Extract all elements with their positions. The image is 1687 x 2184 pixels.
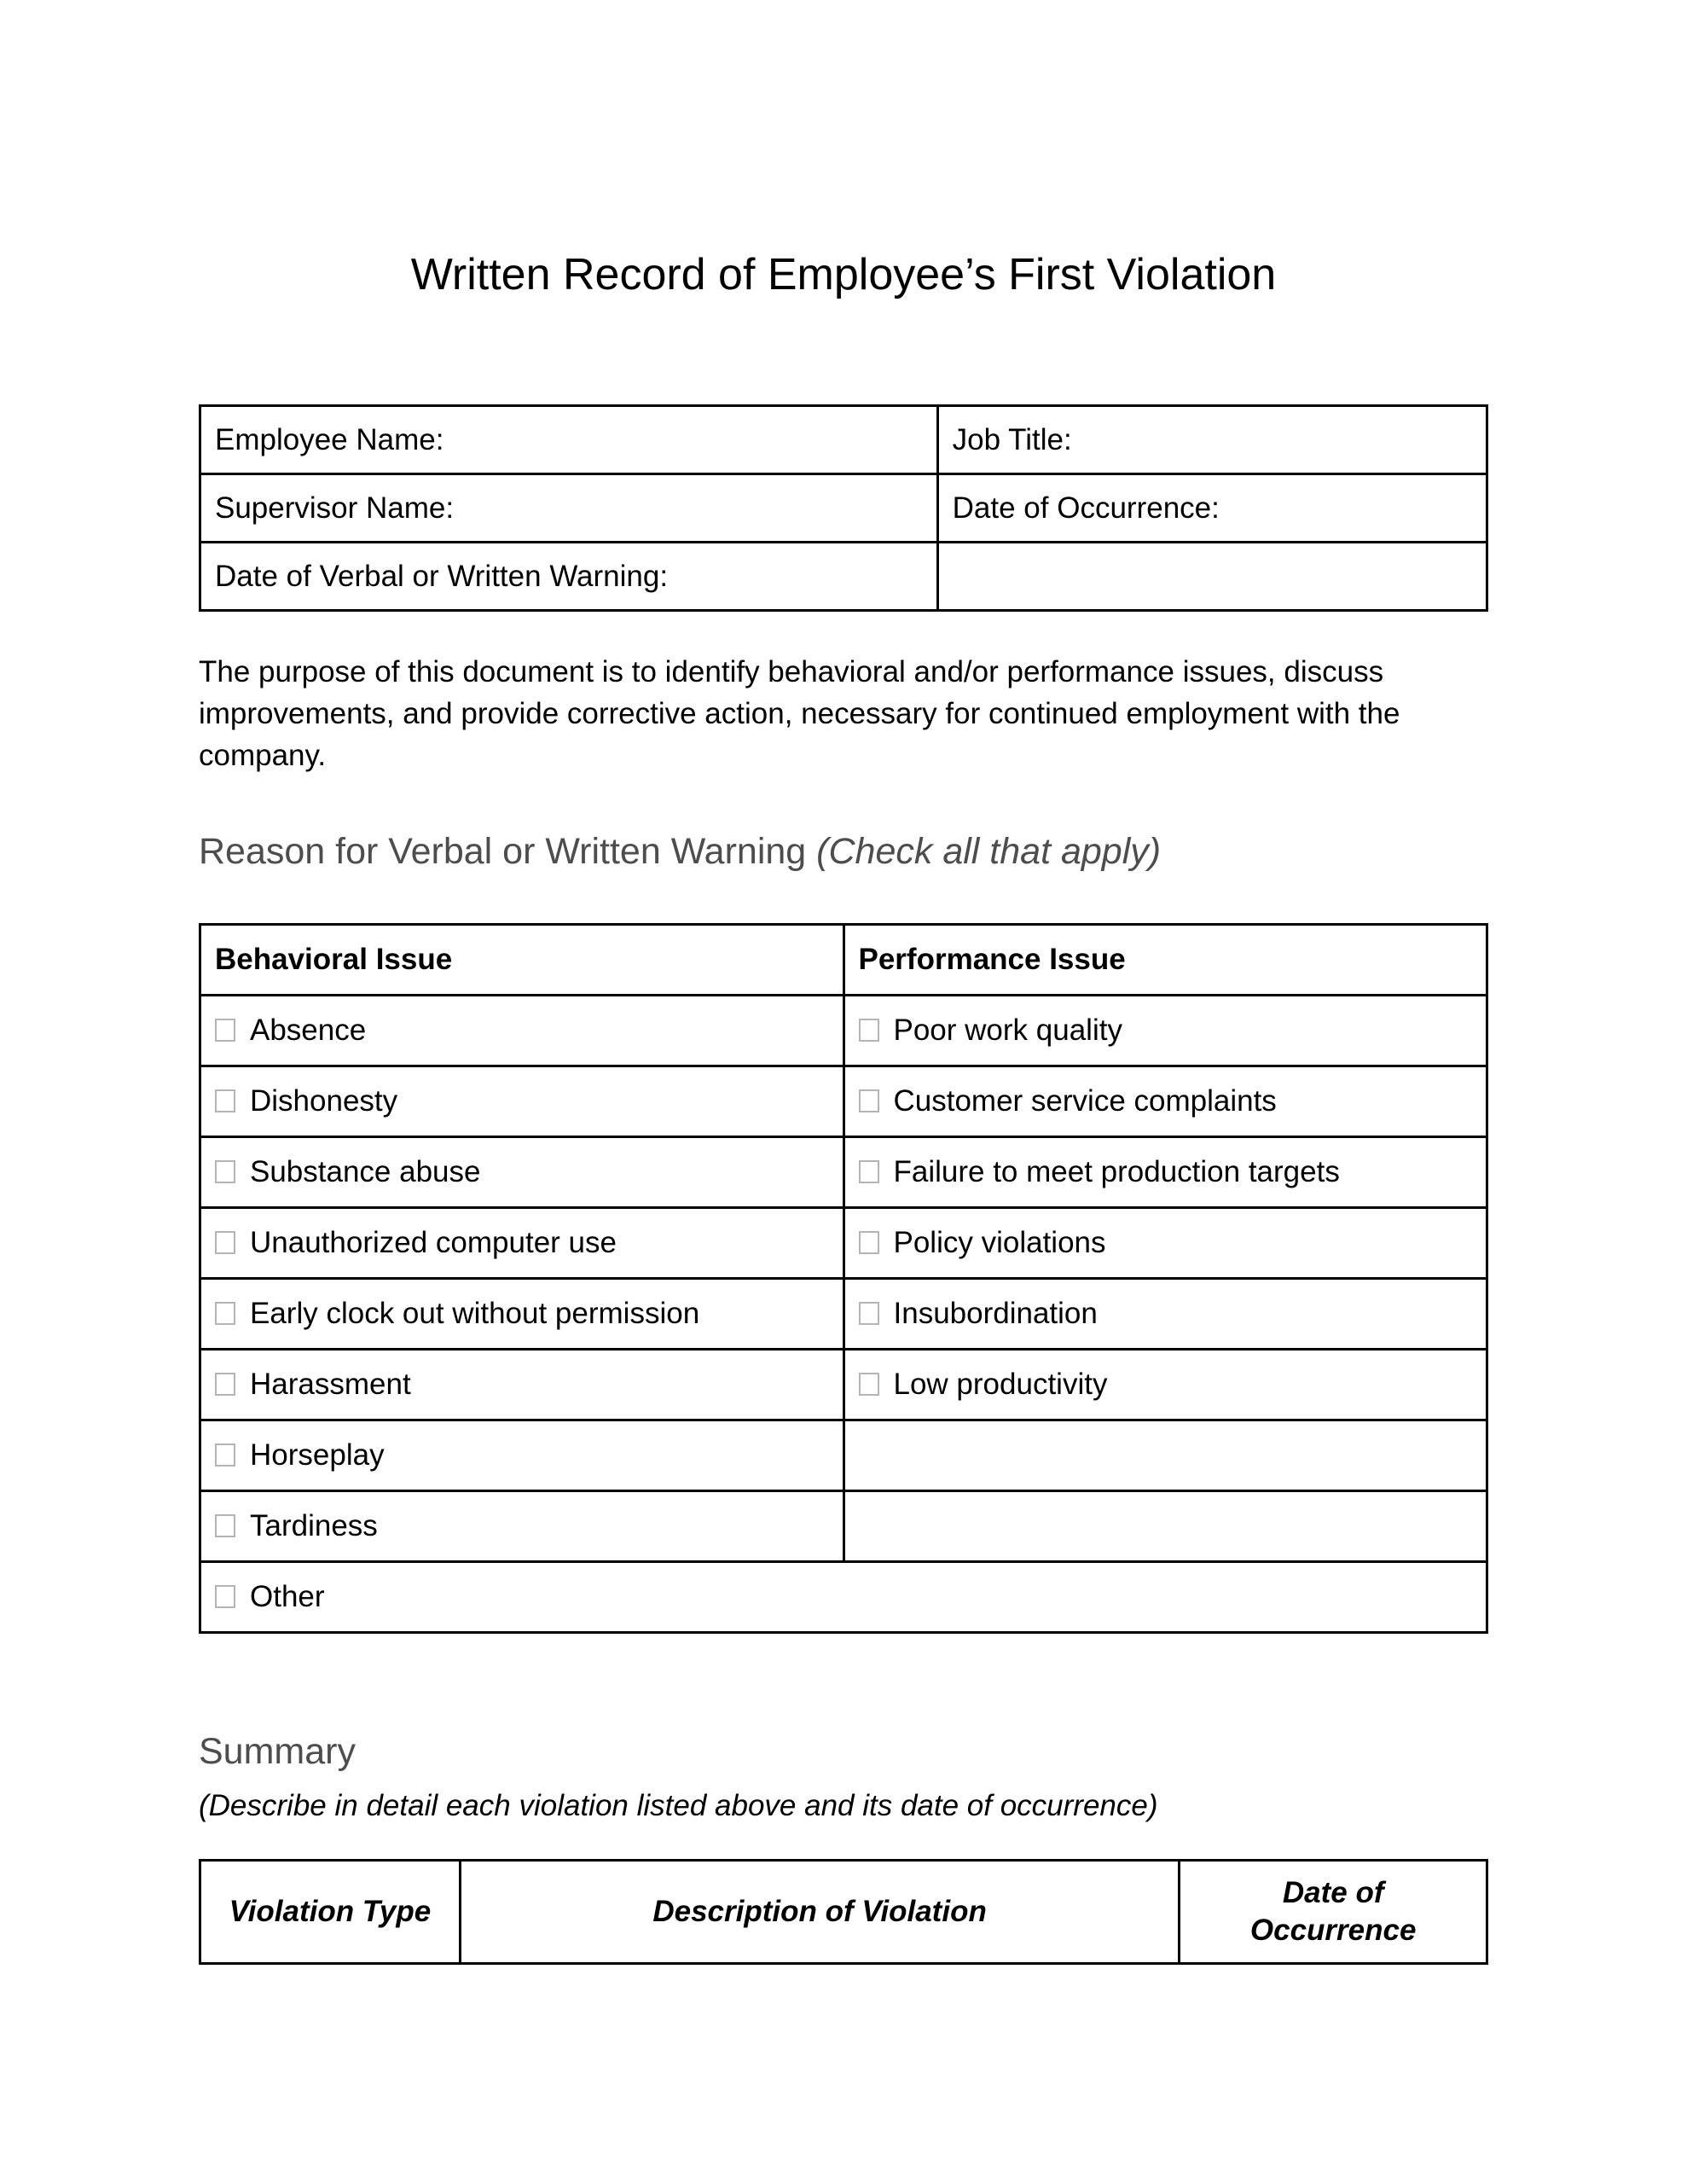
date-of-occurrence-header: Date of Occurrence (1180, 1861, 1487, 1964)
page-title: Written Record of Employee’s First Violation (410, 250, 1277, 299)
checklist-label: Unauthorized computer use (250, 1226, 617, 1259)
checklist-cell (200, 1350, 844, 1420)
checklist-cell (200, 1137, 844, 1208)
checklist-cell (200, 1066, 844, 1137)
table-row (200, 1137, 1487, 1208)
empty-cell (844, 1491, 1487, 1562)
checklist-label: Other (250, 1580, 325, 1613)
checklist-label: Customer service complaints (893, 1084, 1277, 1118)
description-of-violation-header: Description of Violation (460, 1861, 1180, 1964)
checkbox-failure-production-targets-icon[interactable] (859, 1160, 879, 1183)
employee-name-cell[interactable]: Employee Name: (200, 406, 938, 474)
checklist-cell (200, 1208, 844, 1279)
checkbox-dishonesty-icon[interactable] (215, 1089, 235, 1112)
purpose-paragraph: The purpose of this document is to identify behavioral and/or performance issues, discuss improvements, and provide corrective action, necessary for continued employment with the company. (199, 655, 1400, 772)
employee-info-table (199, 404, 1488, 612)
checkbox-early-clock-out-icon[interactable] (215, 1302, 235, 1325)
checklist-cell (844, 1279, 1487, 1350)
violation-type-header: Violation Type (200, 1861, 461, 1964)
checklist-label: Poor work quality (893, 1014, 1122, 1047)
reason-section-heading (199, 829, 1488, 874)
reason-checklist-table (199, 923, 1488, 1634)
table-row (200, 543, 1487, 611)
checklist-cell (844, 1137, 1487, 1208)
checklist-cell-other (200, 1562, 1487, 1633)
performance-issue-header: Performance Issue (844, 925, 1487, 996)
checkbox-horseplay-icon[interactable] (215, 1443, 235, 1467)
checklist-label: Insubordination (893, 1297, 1098, 1330)
checklist-cell (200, 996, 844, 1066)
date-of-occurrence-cell[interactable]: Date of Occurrence: (937, 474, 1487, 543)
checkbox-harassment-icon[interactable] (215, 1373, 235, 1396)
empty-cell (844, 1420, 1487, 1491)
checkbox-customer-service-complaints-icon[interactable] (859, 1089, 879, 1112)
reason-heading-text: Reason for Verbal or Written Warning (199, 831, 807, 872)
checkbox-insubordination-icon[interactable] (859, 1302, 879, 1325)
table-row (200, 1420, 1487, 1491)
violation-summary-table (199, 1859, 1488, 1965)
date-of-warning-cell[interactable]: Date of Verbal or Written Warning: (200, 543, 938, 611)
checklist-label: Low productivity (893, 1368, 1108, 1401)
checklist-label: Horseplay (250, 1438, 385, 1472)
checklist-label: Policy violations (893, 1226, 1106, 1259)
table-row (200, 1562, 1487, 1633)
checklist-label: Substance abuse (250, 1155, 481, 1188)
checklist-cell (200, 1420, 844, 1491)
table-row (200, 1208, 1487, 1279)
checklist-label: Dishonesty (250, 1084, 398, 1118)
table-row (200, 1066, 1487, 1137)
table-row (200, 1350, 1487, 1420)
checkbox-other-icon[interactable] (215, 1585, 235, 1608)
checklist-cell (844, 1350, 1487, 1420)
table-row (200, 1279, 1487, 1350)
checkbox-substance-abuse-icon[interactable] (215, 1160, 235, 1183)
table-row (200, 1491, 1487, 1562)
checkbox-unauthorized-computer-use-icon[interactable] (215, 1231, 235, 1254)
checklist-cell (844, 996, 1487, 1066)
checklist-label: Tardiness (250, 1509, 378, 1542)
checklist-cell (200, 1491, 844, 1562)
checkbox-absence-icon[interactable] (215, 1019, 235, 1042)
summary-instruction-note: (Describe in detail each violation listed above and its date of occurrence) (199, 1789, 1158, 1822)
table-row (200, 474, 1487, 543)
table-header-row (200, 1861, 1487, 1964)
checkbox-low-productivity-icon[interactable] (859, 1373, 879, 1396)
table-row (200, 406, 1487, 474)
reason-heading-note: (Check all that apply) (816, 831, 1162, 872)
checkbox-tardiness-icon[interactable] (215, 1514, 235, 1537)
checkbox-policy-violations-icon[interactable] (859, 1231, 879, 1254)
summary-section-heading: Summary (199, 1731, 356, 1772)
checklist-cell (844, 1208, 1487, 1279)
checklist-label: Early clock out without permission (250, 1297, 700, 1330)
checkbox-poor-work-quality-icon[interactable] (859, 1019, 879, 1042)
checklist-label: Absence (250, 1014, 367, 1047)
checklist-label: Harassment (250, 1368, 411, 1401)
supervisor-name-cell[interactable]: Supervisor Name: (200, 474, 938, 543)
table-header-row (200, 925, 1487, 996)
job-title-cell[interactable]: Job Title: (937, 406, 1487, 474)
empty-cell[interactable] (937, 543, 1487, 611)
checklist-cell (844, 1066, 1487, 1137)
checklist-label: Failure to meet production targets (893, 1155, 1340, 1188)
table-row (200, 996, 1487, 1066)
checklist-cell (200, 1279, 844, 1350)
behavioral-issue-header: Behavioral Issue (200, 925, 844, 996)
